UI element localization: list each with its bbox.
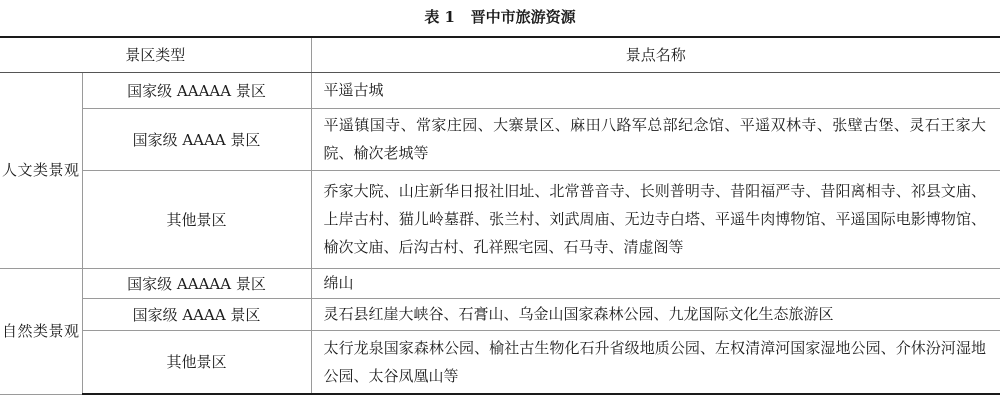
names-cell: 灵石县红崖大峡谷、石膏山、乌金山国家森林公园、九龙国际文化生态旅游区 — [311, 298, 1000, 330]
level-cell: 其他景区 — [82, 330, 311, 394]
level-cell: 其他景区 — [82, 170, 311, 268]
names-cell: 绵山 — [311, 268, 1000, 298]
level-cell: 国家级 AAAA 景区 — [82, 298, 311, 330]
table-row — [0, 72, 1000, 108]
caption-label: 表 1 — [424, 8, 455, 26]
table-row — [0, 268, 1000, 298]
names-cell: 乔家大院、山庄新华日报社旧址、北常普音寺、长则普明寺、昔阳福严寺、昔阳离相寺、祁县文庙、上岸古村、猫儿岭墓群、张兰村、刘武周庙、无边寺白塔、平遥牛肉博物馆、平遥国际电影博物馆、榆次文庙、后沟古村、孔祥熙宅园、石马寺、清虚阁等 — [311, 170, 1000, 268]
level-cell: 国家级 AAAAA 景区 — [82, 72, 311, 108]
names-cell: 太行龙泉国家森林公园、榆社古生物化石升省级地质公园、左权清漳河国家湿地公园、介休汾河湿地公园、太谷凤凰山等 — [311, 330, 1000, 394]
table-row — [0, 170, 1000, 268]
category-cell-cultural: 人文类景观 — [0, 72, 82, 268]
table-row — [0, 108, 1000, 170]
category-cell-natural: 自然类景观 — [0, 268, 82, 394]
names-cell: 平遥镇国寺、常家庄园、大寨景区、麻田八路军总部纪念馆、平遥双林寺、张壁古堡、灵石王家大院、榆次老城等 — [311, 108, 1000, 170]
table-row — [0, 298, 1000, 330]
caption-title: 晋中市旅游资源 — [470, 8, 576, 26]
header-area-type: 景区类型 — [0, 37, 311, 72]
header-site-names: 景点名称 — [311, 37, 1000, 72]
table-caption — [0, 0, 1000, 36]
names-cell: 平遥古城 — [311, 72, 1000, 108]
level-cell: 国家级 AAAAA 景区 — [82, 268, 311, 298]
table-header-row — [0, 37, 1000, 72]
tourism-resources-table — [0, 36, 1000, 395]
table-row — [0, 330, 1000, 394]
level-cell: 国家级 AAAA 景区 — [82, 108, 311, 170]
